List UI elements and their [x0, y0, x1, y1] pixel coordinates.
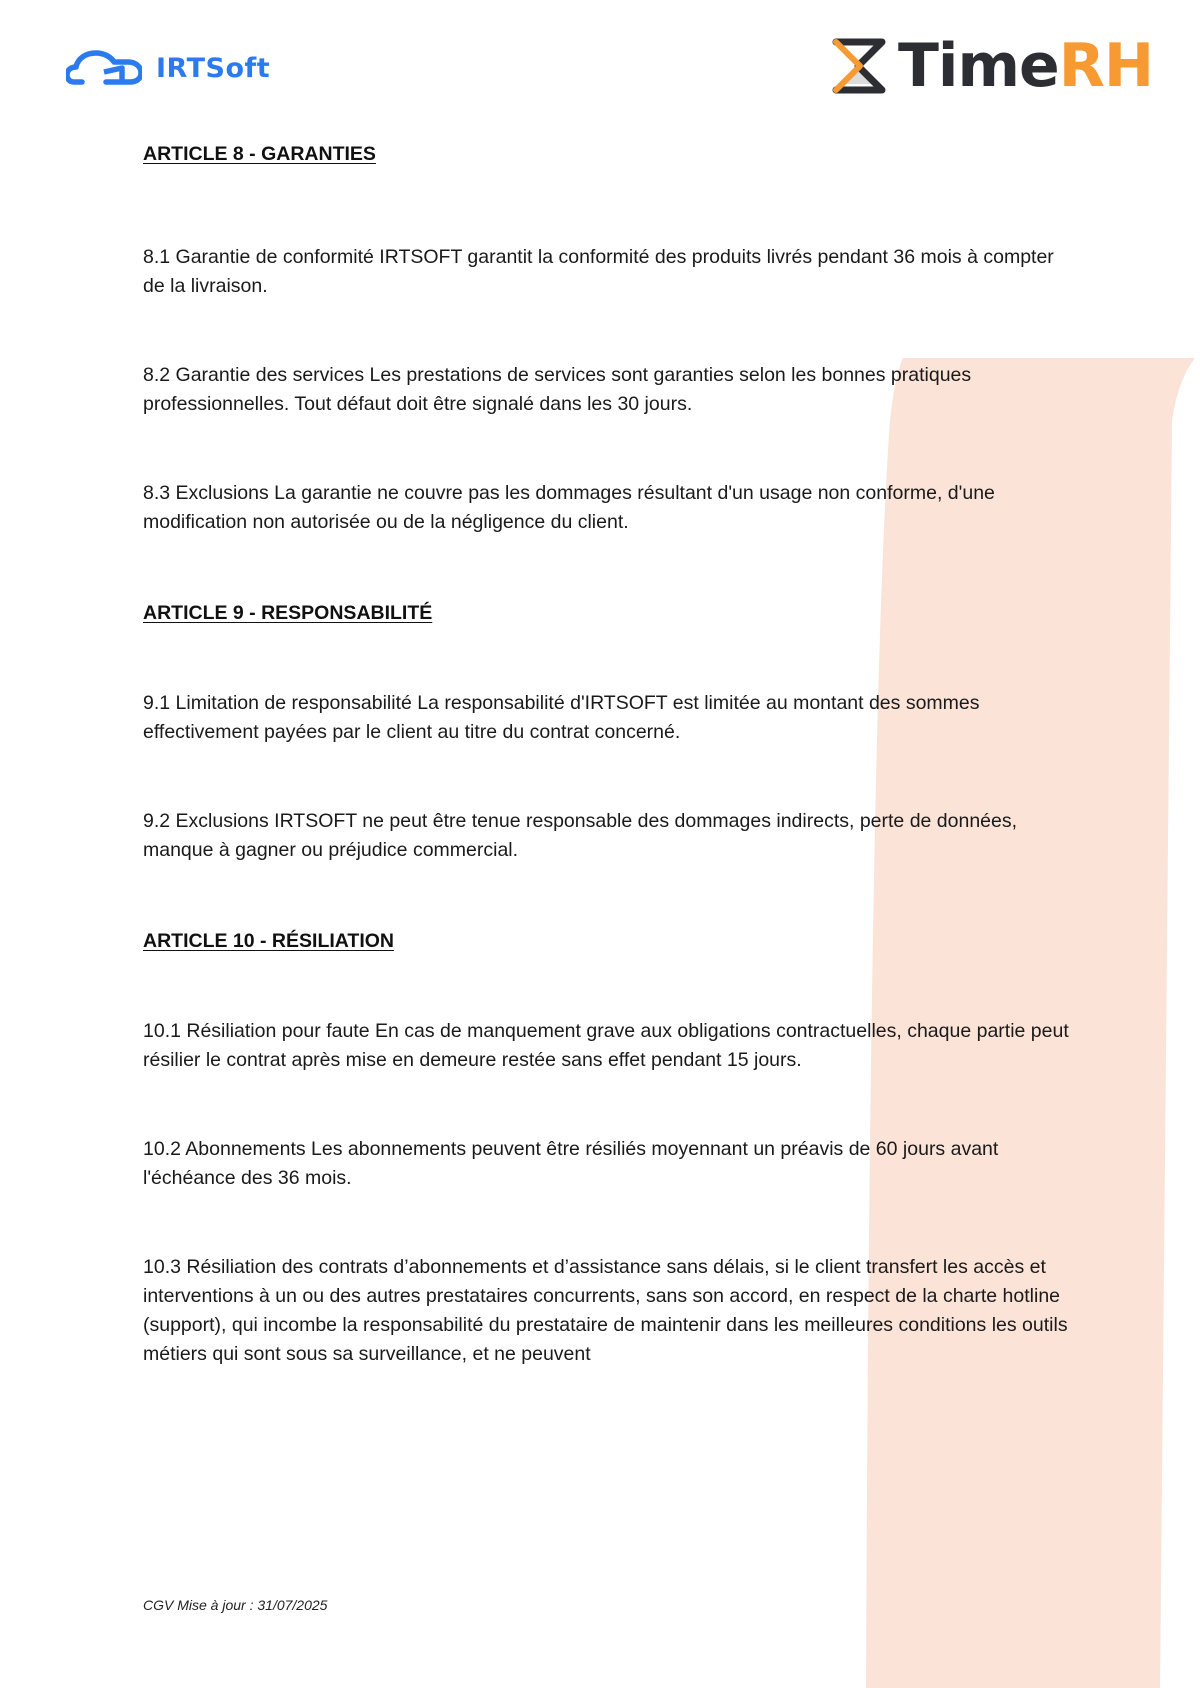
article-title: ARTICLE 10 - RÉSILIATION	[143, 930, 394, 952]
timerh-logo	[830, 31, 1154, 101]
article-10	[143, 927, 1073, 1369]
clause-8-2: 8.2 Garantie des services Les prestations de services sont garanties selon les bonnes pratiques professionnelles. Tout défaut doit être signalé dans les 30 jours.	[143, 364, 972, 415]
clause-10-2: 10.2 Abonnements Les abonnements peuvent être résiliés moyennant un préavis de 60 jours avant l'échéance des 36 mois.	[143, 1138, 999, 1189]
clause-10-1: 10.1 Résiliation pour faute En cas de manquement grave aux obligations contractuelles, chaque partie peut résilier le contrat après mise en demeure restée sans effet pendant 15 jours.	[143, 1020, 1069, 1071]
article-8	[143, 140, 1073, 537]
article-title: ARTICLE 8 - GARANTIES	[143, 143, 376, 165]
article-title: ARTICLE 9 - RESPONSABILITÉ	[143, 602, 433, 624]
timerh-wordmark-time: Time	[898, 31, 1059, 101]
document-body	[143, 140, 1073, 1369]
article-9	[143, 599, 1073, 865]
irtsoft-logo	[66, 50, 270, 86]
clause-9-1: 9.1 Limitation de responsabilité La responsabilité d'IRTSOFT est limitée au montant des sommes effectivement payées par le client au titre du contrat concerné.	[143, 692, 980, 743]
clause-8-1: 8.1 Garantie de conformité IRTSOFT garantit la conformité des produits livrés pendant 36 mois à compter de la livraison.	[143, 246, 1054, 297]
clause-10-3: 10.3 Résiliation des contrats d’abonnements et d’assistance sans délais, si le client transfert les accès et interventions à un ou des autres prestataires concurrents, sans son accord, en respect de la charte hotline (support), qui incombe la responsabilité du prestataire de maintenir dans les meilleures conditions les outils métiers qui sont sous sa surveillance, et ne peuvent	[143, 1256, 1068, 1365]
hourglass-icon	[830, 36, 888, 96]
cloud-icon	[66, 50, 142, 86]
timerh-wordmark-rh: RH	[1058, 31, 1154, 101]
clause-9-2: 9.2 Exclusions IRTSOFT ne peut être tenue responsable des dommages indirects, perte de données, manque à gagner ou préjudice commercial.	[143, 810, 1018, 861]
irtsoft-wordmark: IRTSoft	[156, 52, 271, 84]
footer-update-date: CGV Mise à jour : 31/07/2025	[143, 1597, 328, 1613]
clause-8-3: 8.3 Exclusions La garantie ne couvre pas les dommages résultant d'un usage non conforme, d'une modification non autorisée ou de la négligence du client.	[143, 482, 995, 533]
